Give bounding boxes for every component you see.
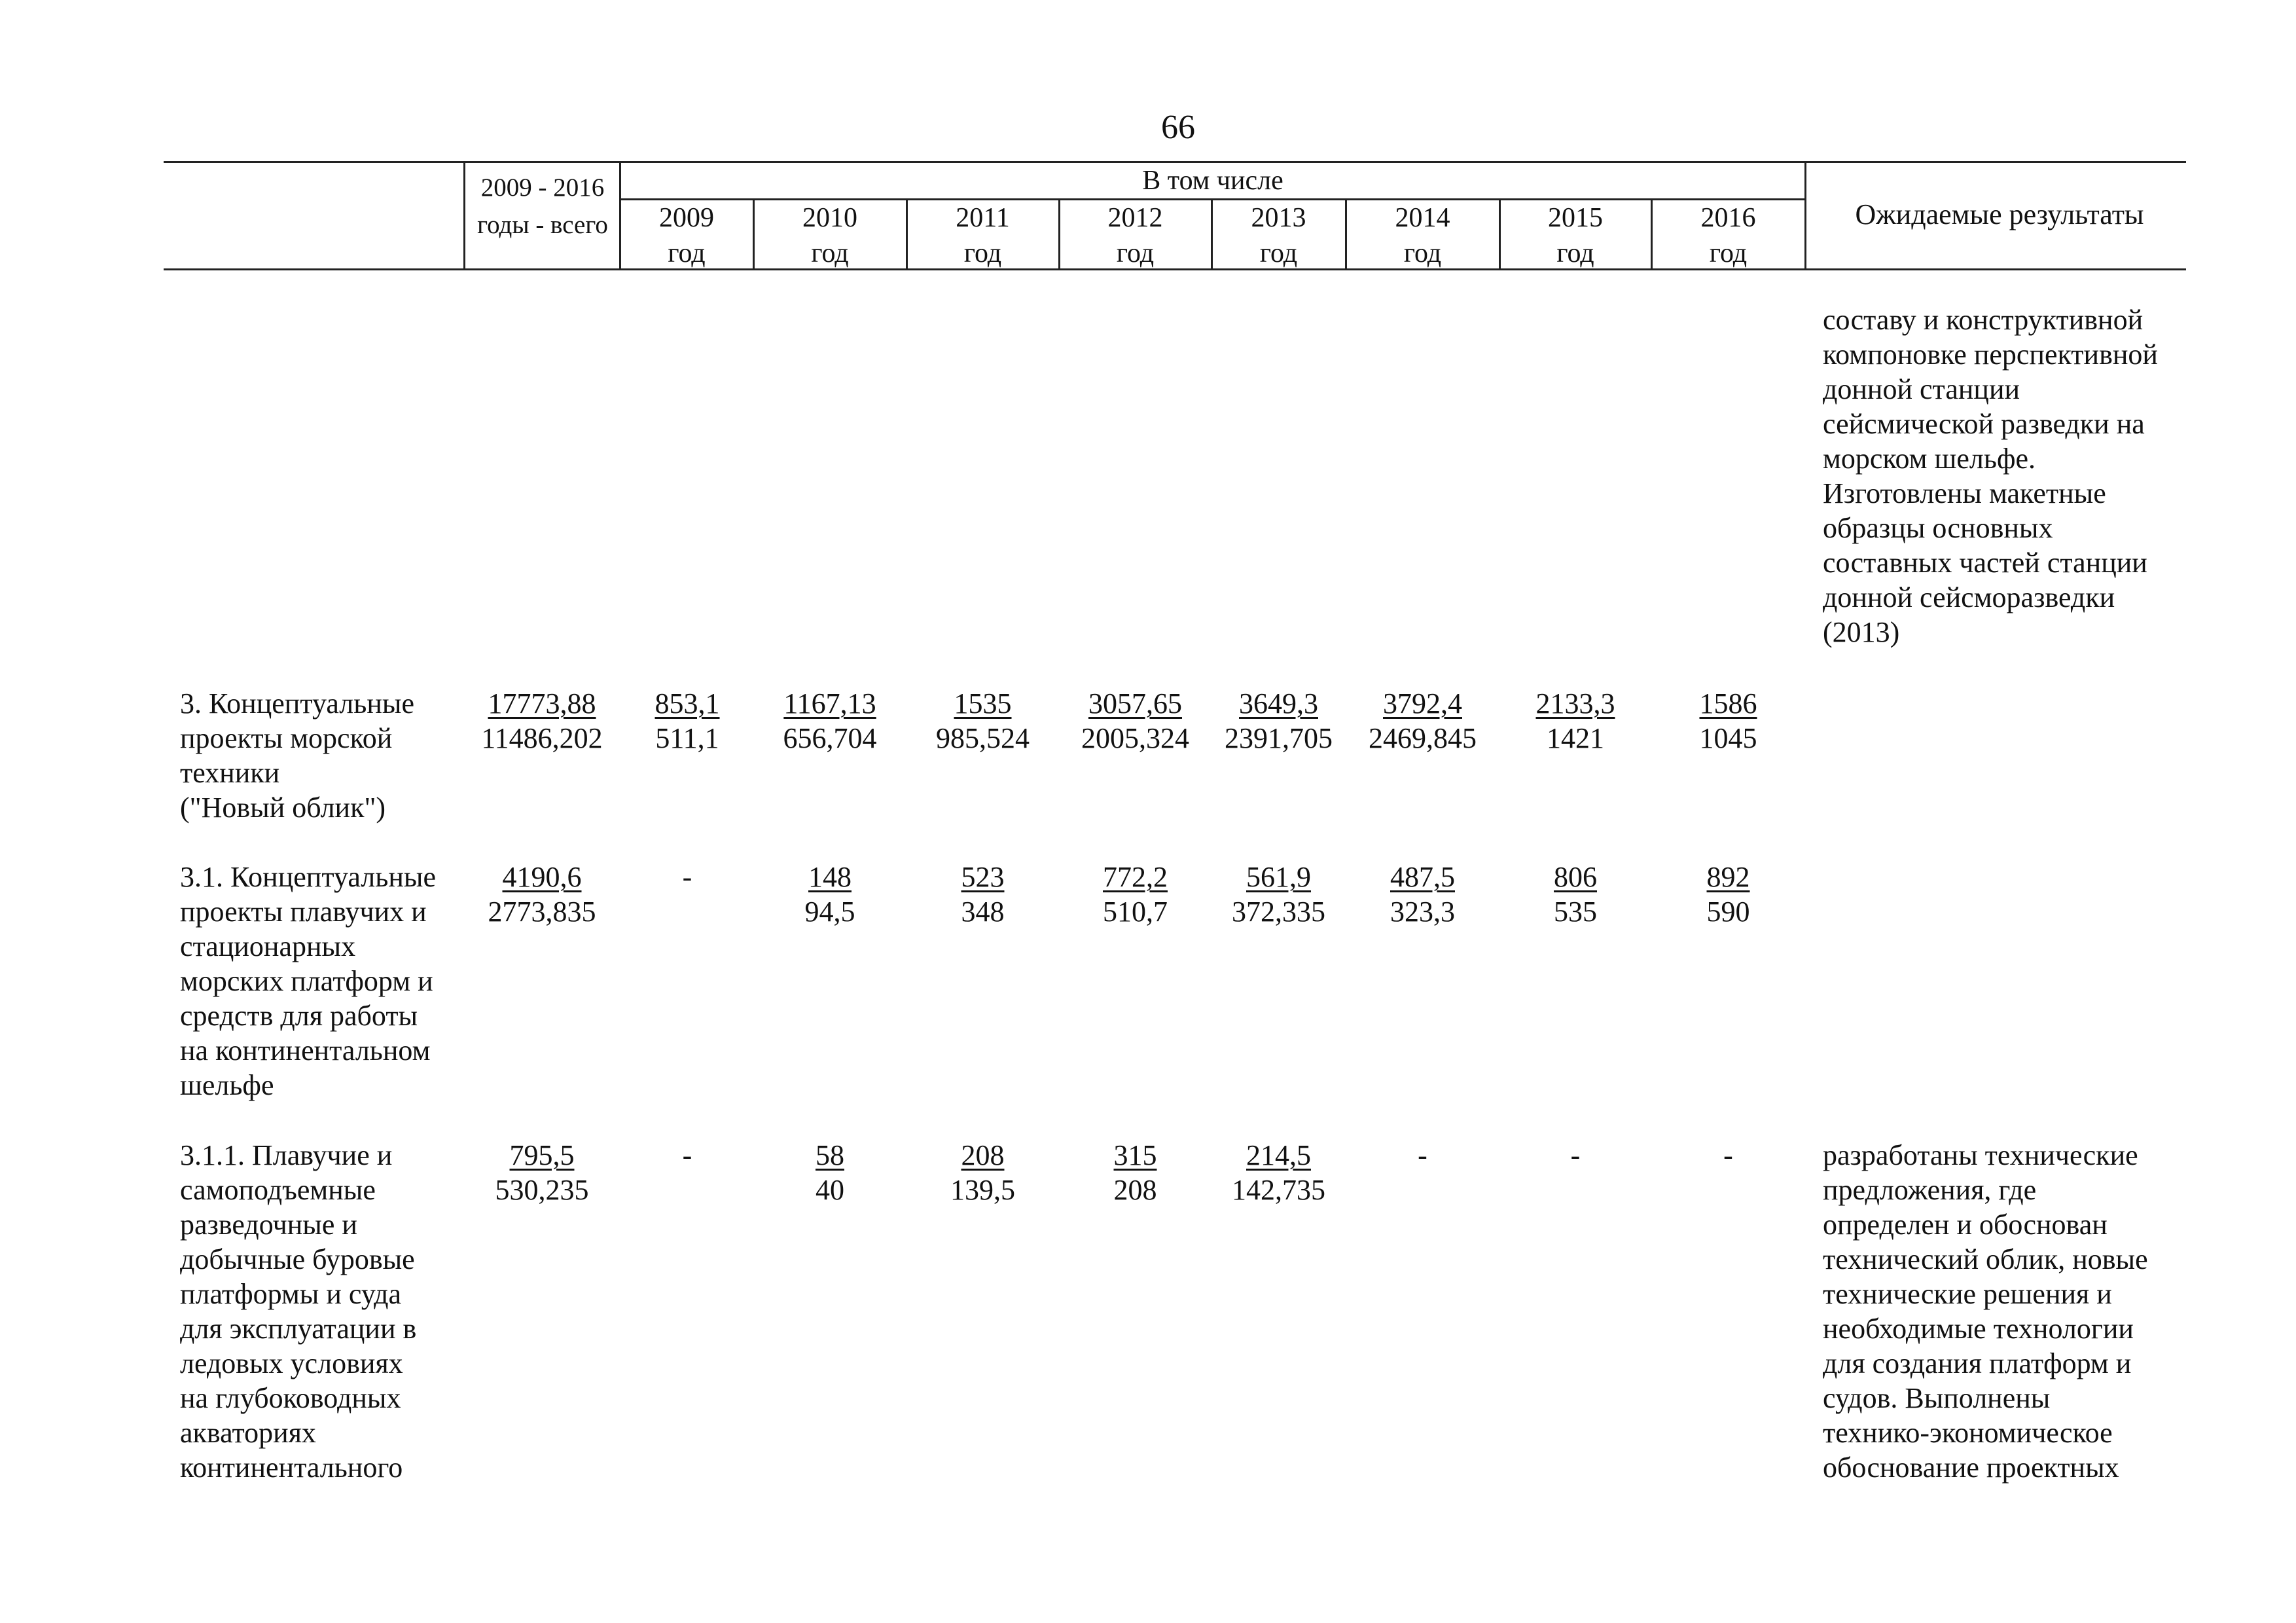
row-3-1-1-result: [1823, 1138, 2148, 1485]
row-3-1-1-2015: [1500, 1138, 1651, 1173]
row-title-line: континентального: [180, 1451, 403, 1484]
row-title-3-1-1: [180, 1138, 416, 1485]
row-title-line: проекты плавучих и: [180, 896, 427, 928]
result-line: Изготовлены макетные: [1823, 477, 2106, 509]
header-year-unit: год: [1709, 238, 1748, 268]
header-top-rule: [164, 161, 2186, 163]
value-bottom: 656,704: [783, 722, 877, 754]
row-3-2016: [1652, 686, 1804, 756]
header-year-unit: год: [963, 238, 1002, 268]
header-in-total-label: В том числе: [1142, 166, 1283, 196]
result-line: донной станции: [1823, 373, 2020, 405]
value-top: 148: [808, 861, 852, 893]
result-line: судов. Выполнены: [1823, 1382, 2051, 1414]
value-top: 4190,6: [502, 861, 582, 893]
value-top: 1535: [954, 687, 1012, 720]
row-3-1-1-2016: [1652, 1138, 1804, 1173]
row-3-1-1-2013: [1212, 1138, 1345, 1207]
result-line: обоснование проектных: [1823, 1451, 2119, 1484]
value-dash: -: [682, 1139, 692, 1171]
row-title-line: стационарных: [180, 930, 356, 962]
row-3-2011: [907, 686, 1058, 756]
value-bottom: 323,3: [1390, 896, 1455, 928]
header-year: 2013: [1251, 203, 1306, 233]
value-top: 214,5: [1246, 1139, 1311, 1171]
row-title-line: на континентальном: [180, 1034, 431, 1067]
row-3-1-2013: [1212, 860, 1345, 929]
value-bottom: 530,235: [495, 1174, 589, 1206]
value-top: 561,9: [1246, 861, 1311, 893]
row-3-2014: [1346, 686, 1499, 756]
value-bottom: 510,7: [1103, 896, 1168, 928]
value-top: 315: [1113, 1139, 1157, 1171]
row-3-1-1-total: [463, 1138, 620, 1207]
row-3-1-2014: [1346, 860, 1499, 929]
result-line: (2013): [1823, 616, 1900, 648]
value-bottom: 1045: [1699, 722, 1757, 754]
value-dash: -: [1723, 1139, 1733, 1171]
value-bottom: 142,735: [1232, 1174, 1325, 1206]
header-year: 2015: [1548, 203, 1603, 233]
value-bottom: 2005,324: [1081, 722, 1189, 754]
value-dash: -: [1570, 1139, 1581, 1171]
row-title-line: 3.1.1. Плавучие и: [180, 1139, 393, 1171]
row-title-3-1: [180, 860, 436, 1103]
header-year-unit: год: [1116, 238, 1155, 268]
value-bottom: 139,5: [950, 1174, 1015, 1206]
result-line: определен и обоснован: [1823, 1209, 2108, 1241]
row-title-line: шельфе: [180, 1069, 274, 1101]
value-bottom: 590: [1706, 896, 1750, 928]
row-3-1-2015: [1500, 860, 1651, 929]
header-year-2012: [1060, 200, 1211, 271]
row-title-line: ледовых условиях: [180, 1347, 403, 1379]
row-title-line: для эксплуатации в: [180, 1313, 417, 1345]
value-bottom: 1421: [1547, 722, 1604, 754]
row-3-1-2016: [1652, 860, 1804, 929]
header-total-line: 2009 - 2016: [480, 173, 605, 202]
header-year-2014: [1346, 200, 1499, 271]
header-year-2015: [1500, 200, 1651, 271]
header-year-2016: [1652, 200, 1804, 271]
row-title-line: на глубоководных: [180, 1382, 401, 1414]
row-3-2015: [1500, 686, 1651, 756]
row-title-line: средств для работы: [180, 1000, 418, 1032]
row-3-1-1-2009: [620, 1138, 754, 1173]
header-year-2010: [754, 200, 906, 271]
row-title-line: техники: [180, 757, 280, 789]
value-top: 58: [816, 1139, 844, 1171]
page-number: 66: [1161, 109, 1195, 146]
value-top: 523: [961, 861, 1005, 893]
value-bottom: 40: [816, 1174, 844, 1206]
result-line: составу и конструктивной: [1823, 304, 2144, 336]
row-title-line: самоподъемные: [180, 1174, 376, 1206]
value-dash: -: [682, 861, 692, 893]
value-top: 487,5: [1390, 861, 1455, 893]
value-top: 892: [1706, 861, 1750, 893]
row-3-1-1-2010: [754, 1138, 906, 1207]
header-year-unit: год: [1259, 238, 1298, 268]
header-year: 2010: [802, 203, 857, 233]
row-title-line: акваториях: [180, 1417, 316, 1449]
header-total-line: годы - всего: [477, 211, 608, 239]
header-year-unit: год: [668, 238, 706, 268]
value-top: 806: [1554, 861, 1597, 893]
value-top: 772,2: [1103, 861, 1168, 893]
row-title-line: морских платформ и: [180, 965, 433, 997]
result-line: донной сейсморазведки: [1823, 581, 2115, 613]
value-top: 1586: [1699, 687, 1757, 720]
value-bottom: 535: [1554, 896, 1597, 928]
value-bottom: 2391,705: [1225, 722, 1333, 754]
row-title-line: 3.1. Концептуальные: [180, 861, 436, 893]
value-top: 208: [961, 1139, 1005, 1171]
value-top: 853,1: [655, 687, 720, 720]
value-top: 3792,4: [1383, 687, 1462, 720]
value-bottom: 985,524: [936, 722, 1030, 754]
row-3-1-2011: [907, 860, 1058, 929]
result-line: образцы основных: [1823, 512, 2053, 544]
row-3-2009: [620, 686, 754, 756]
row-3-1-1-2011: [907, 1138, 1058, 1207]
value-bottom: 511,1: [655, 722, 719, 754]
continued-result-text: [1823, 302, 2158, 649]
header-year-2009: [620, 200, 753, 271]
row-title-line: разведочные и: [180, 1209, 357, 1241]
value-bottom: 2469,845: [1369, 722, 1477, 754]
value-top: 1167,13: [783, 687, 876, 720]
value-bottom: 2773,835: [488, 896, 596, 928]
row-3-2013: [1212, 686, 1345, 756]
header-results-text: Ожидаемые результаты: [1855, 198, 2144, 230]
value-bottom: 208: [1113, 1174, 1157, 1206]
result-line: морском шельфе.: [1823, 443, 2036, 475]
result-line: технический облик, новые: [1823, 1243, 2148, 1275]
value-bottom: 348: [961, 896, 1005, 928]
row-3-2012: [1060, 686, 1211, 756]
result-line: для создания платформ и: [1823, 1347, 2132, 1379]
row-title-line: ("Новый облик"): [180, 792, 386, 824]
row-title-line: платформы и суда: [180, 1278, 402, 1310]
header-results-label: [1806, 195, 2296, 234]
header-year: 2016: [1700, 203, 1756, 233]
header-year-2013: [1212, 200, 1345, 271]
result-line: разработаны технические: [1823, 1139, 2138, 1171]
header-year: 2014: [1395, 203, 1450, 233]
result-line: сейсмической разведки на: [1823, 408, 2145, 440]
row-3-1-1-2012: [1060, 1138, 1211, 1207]
row-title-line: 3. Концептуальные: [180, 687, 414, 720]
value-top: 17773,88: [488, 687, 596, 720]
result-line: технические решения и: [1823, 1278, 2112, 1310]
result-line: компоновке перспективной: [1823, 338, 2158, 371]
value-top: 795,5: [509, 1139, 575, 1171]
row-3-1-2012: [1060, 860, 1211, 929]
row-3-1-total: [463, 860, 620, 929]
header-year-unit: год: [811, 238, 849, 268]
header-year: 2011: [956, 203, 1010, 233]
row-3-1-1-2014: [1346, 1138, 1499, 1173]
result-line: технико-экономическое: [1823, 1417, 2113, 1449]
value-bottom: 94,5: [804, 896, 855, 928]
value-top: 3649,3: [1239, 687, 1318, 720]
result-line: предложения, где: [1823, 1174, 2037, 1206]
row-title-line: проекты морской: [180, 722, 393, 754]
value-top: 2133,3: [1535, 687, 1615, 720]
value-bottom: 11486,202: [481, 722, 603, 754]
header-total-label: [465, 169, 620, 244]
row-title-line: добычные буровые: [180, 1243, 415, 1275]
value-bottom: 372,335: [1232, 896, 1325, 928]
header-year: 2012: [1107, 203, 1163, 233]
row-title-3: [180, 686, 414, 825]
value-dash: -: [1418, 1139, 1427, 1171]
header-year-unit: год: [1556, 238, 1594, 268]
value-top: 3057,65: [1088, 687, 1182, 720]
header-year: 2009: [659, 203, 714, 233]
row-3-1-2010: [754, 860, 906, 929]
header-year-2011: [907, 200, 1058, 271]
row-3-2010: [754, 686, 906, 756]
row-3-total: [463, 686, 620, 756]
result-line: необходимые технологии: [1823, 1313, 2134, 1345]
row-3-1-2009: [620, 860, 754, 894]
header-year-unit: год: [1403, 238, 1442, 268]
result-line: составных частей станции: [1823, 547, 2147, 579]
